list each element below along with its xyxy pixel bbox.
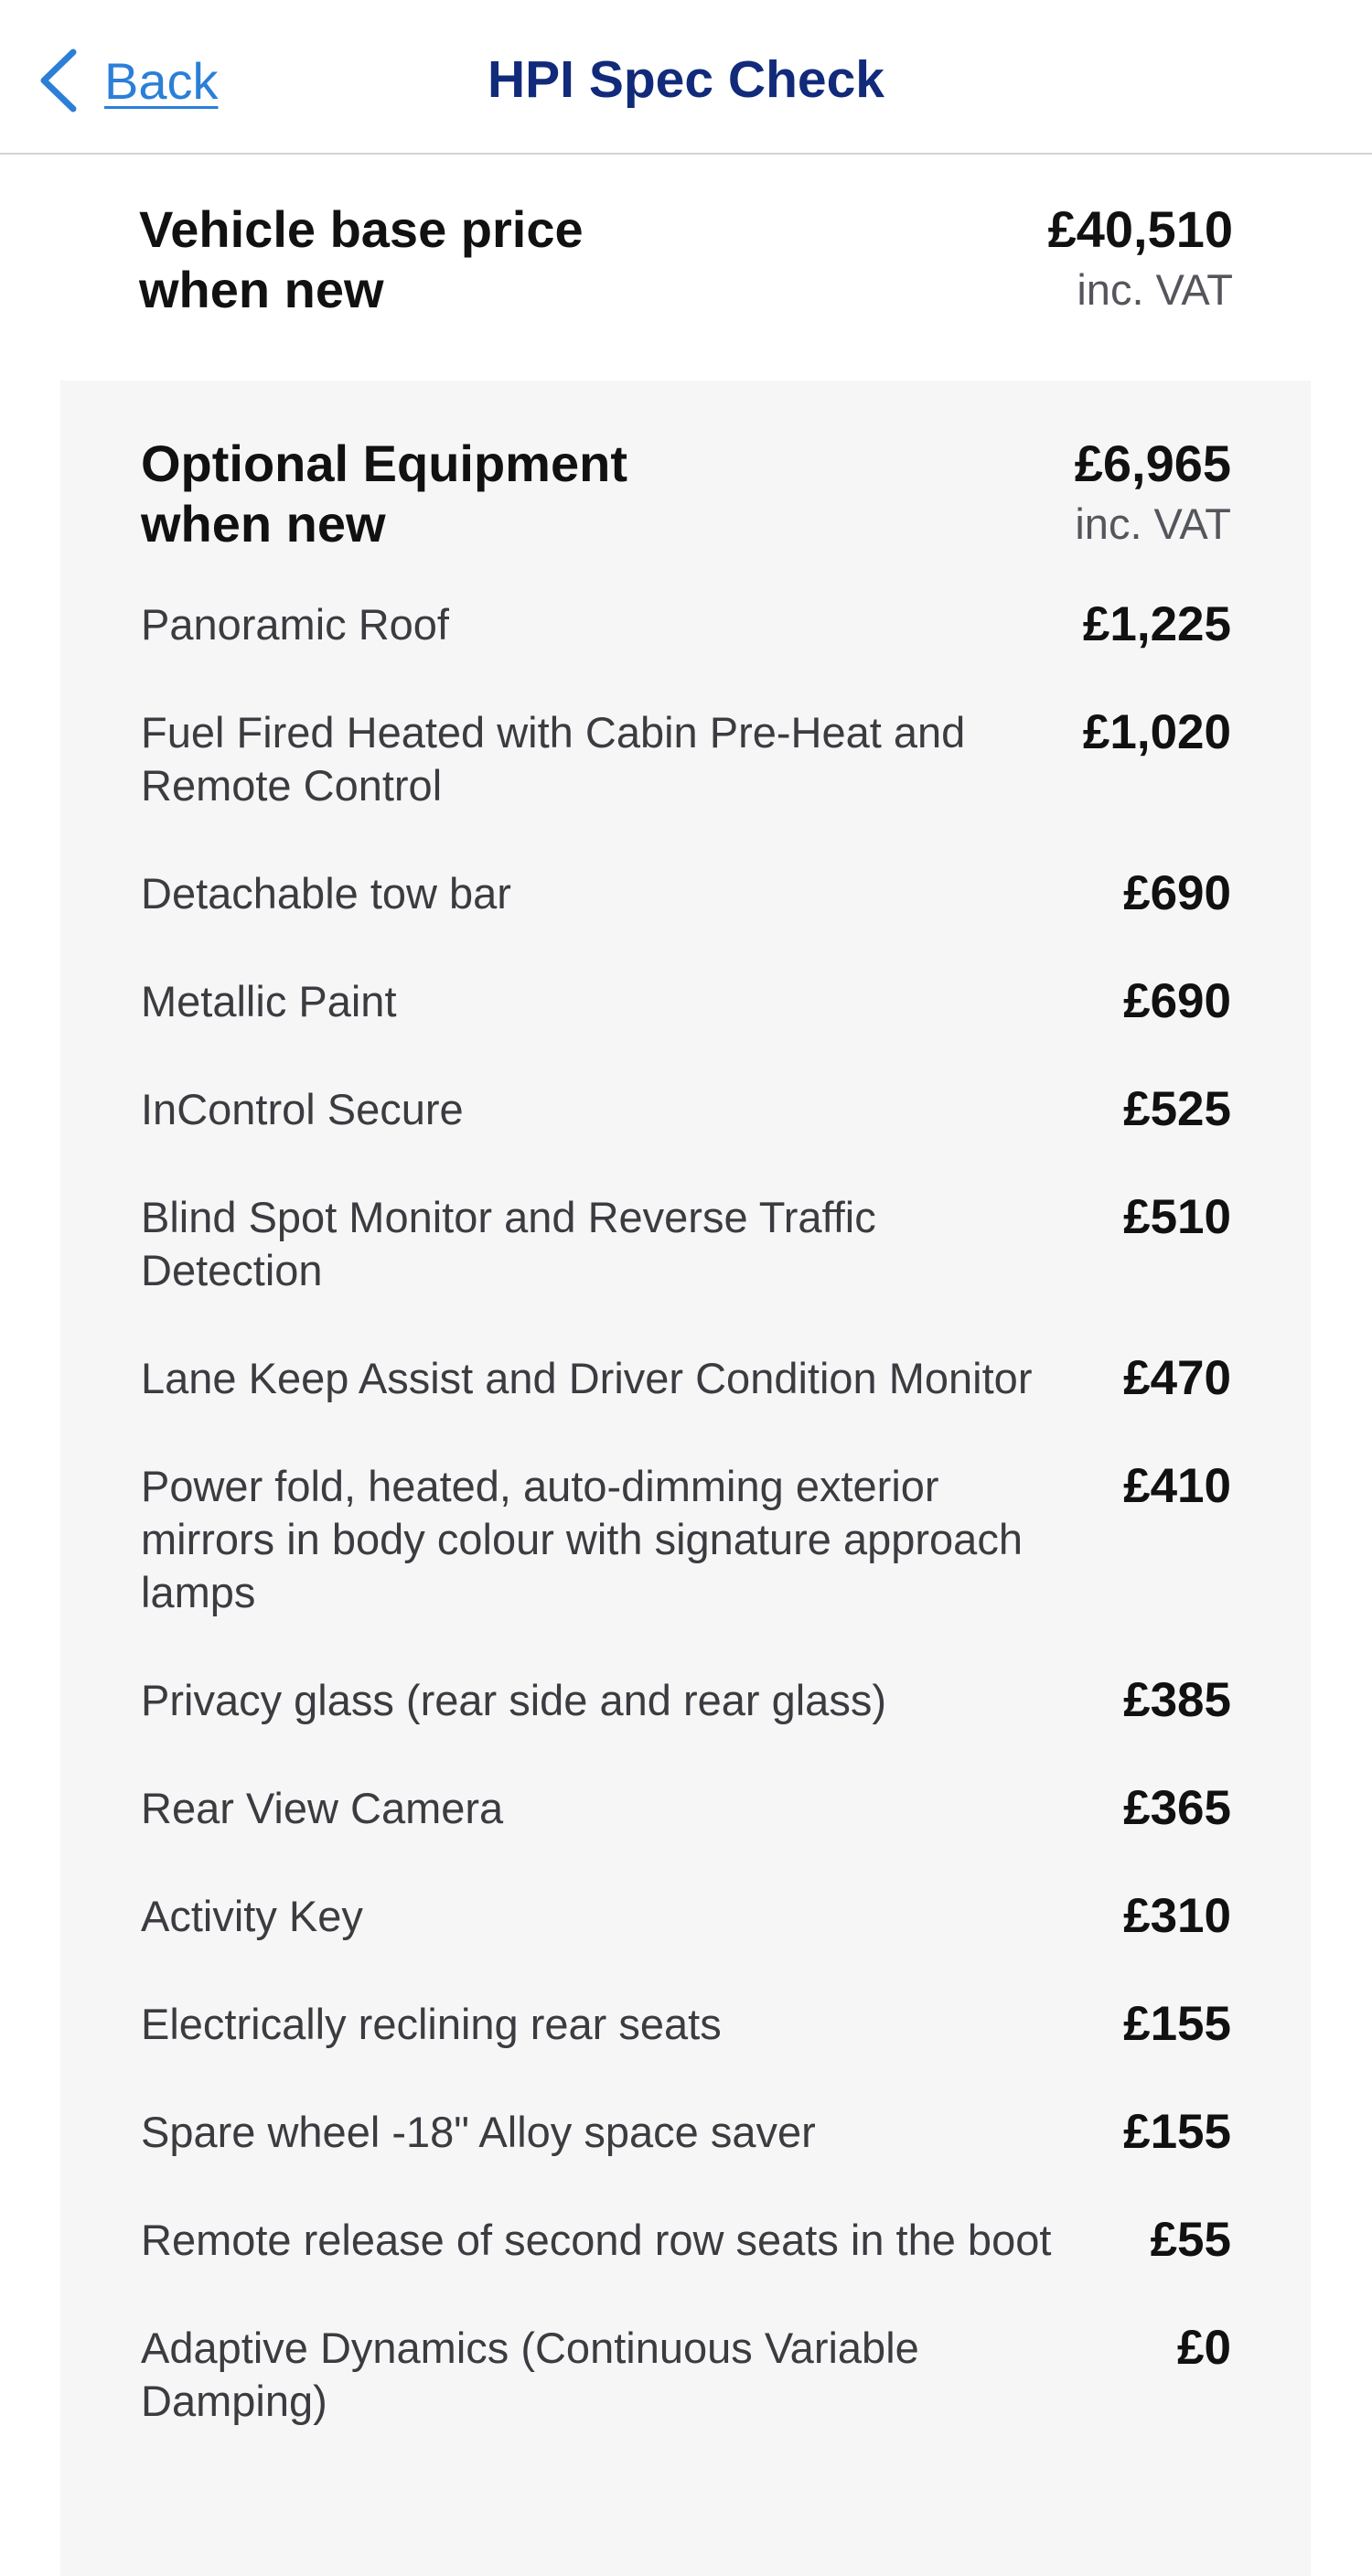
- base-price-amount: £40,510: [1047, 200, 1233, 258]
- list-item: [141, 598, 1231, 651]
- base-price-label-line2: when new: [139, 261, 384, 318]
- page-title: HPI Spec Check: [487, 50, 884, 109]
- equipment-name: Metallic Paint: [141, 977, 397, 1025]
- equipment-name: Electrically reclining rear seats: [141, 2000, 722, 2048]
- optional-equipment-header: [141, 434, 1231, 554]
- list-item: [141, 2214, 1231, 2267]
- base-price-label: [139, 199, 798, 320]
- equipment-name: Power fold, heated, auto-dimming exterior mirrors in body colour with signature approach lamps: [141, 1462, 1023, 1616]
- list-item: [141, 1890, 1231, 1943]
- equipment-name: Activity Key: [141, 1892, 363, 1940]
- optional-equipment-label-line2: when new: [141, 495, 386, 553]
- list-item: [141, 867, 1231, 920]
- base-price-section: [139, 199, 1233, 320]
- equipment-name: Blind Spot Monitor and Reverse Traffic Detection: [141, 1193, 876, 1294]
- list-item: [141, 1782, 1231, 1835]
- equipment-price: £690: [1123, 866, 1231, 920]
- equipment-price: £1,020: [1082, 705, 1231, 759]
- list-item: [141, 975, 1231, 1028]
- equipment-price: £310: [1123, 1889, 1231, 1943]
- equipment-name: Rear View Camera: [141, 1784, 504, 1832]
- list-item: [141, 1998, 1231, 2051]
- equipment-price: £690: [1123, 974, 1231, 1028]
- equipment-name: Privacy glass (rear side and rear glass): [141, 1676, 886, 1724]
- list-item: [141, 1460, 1231, 1619]
- equipment-name: Spare wheel -18" Alloy space saver: [141, 2108, 816, 2156]
- navigation-bar: [0, 0, 1372, 155]
- equipment-name: Adaptive Dynamics (Continuous Variable Damping): [141, 2324, 919, 2425]
- optional-equipment-label: [141, 434, 799, 554]
- base-price-vat-note: inc. VAT: [1077, 265, 1233, 314]
- equipment-price: £365: [1123, 1781, 1231, 1835]
- optional-equipment-vat-note: inc. VAT: [1075, 499, 1231, 548]
- equipment-price: £155: [1123, 1997, 1231, 2051]
- list-item: [141, 1191, 1231, 1297]
- equipment-name: Panoramic Roof: [141, 600, 449, 649]
- list-item: [141, 1352, 1231, 1405]
- equipment-price: £410: [1123, 1459, 1231, 1513]
- equipment-name: Detachable tow bar: [141, 869, 511, 918]
- list-item: [141, 706, 1231, 812]
- list-item: [141, 2322, 1231, 2428]
- equipment-price: £385: [1123, 1673, 1231, 1727]
- equipment-name: Remote release of second row seats in the boot: [141, 2216, 1052, 2264]
- equipment-price: £525: [1123, 1082, 1231, 1136]
- optional-equipment-panel: [60, 381, 1311, 2576]
- optional-equipment-label-line1: Optional Equipment: [141, 435, 627, 492]
- equipment-price: £55: [1150, 2213, 1231, 2267]
- equipment-name: Lane Keep Assist and Driver Condition Monitor: [141, 1354, 1033, 1402]
- equipment-price: £155: [1123, 2105, 1231, 2159]
- base-price-label-line1: Vehicle base price: [139, 200, 584, 258]
- equipment-name: InControl Secure: [141, 1085, 464, 1133]
- equipment-price: £470: [1123, 1351, 1231, 1405]
- equipment-price: £0: [1177, 2321, 1231, 2375]
- equipment-name: Fuel Fired Heated with Cabin Pre-Heat and Remote Control: [141, 708, 966, 810]
- base-price-value: [1048, 199, 1233, 320]
- list-item: [141, 2106, 1231, 2159]
- back-label[interactable]: Back: [104, 51, 219, 110]
- list-item: [141, 1083, 1231, 1136]
- optional-equipment-amount: £6,965: [1074, 435, 1231, 492]
- equipment-price: £1,225: [1082, 597, 1231, 651]
- equipment-list: [141, 598, 1231, 2483]
- optional-equipment-total: [1075, 434, 1231, 554]
- list-item: [141, 1674, 1231, 1727]
- equipment-price: £510: [1123, 1190, 1231, 1244]
